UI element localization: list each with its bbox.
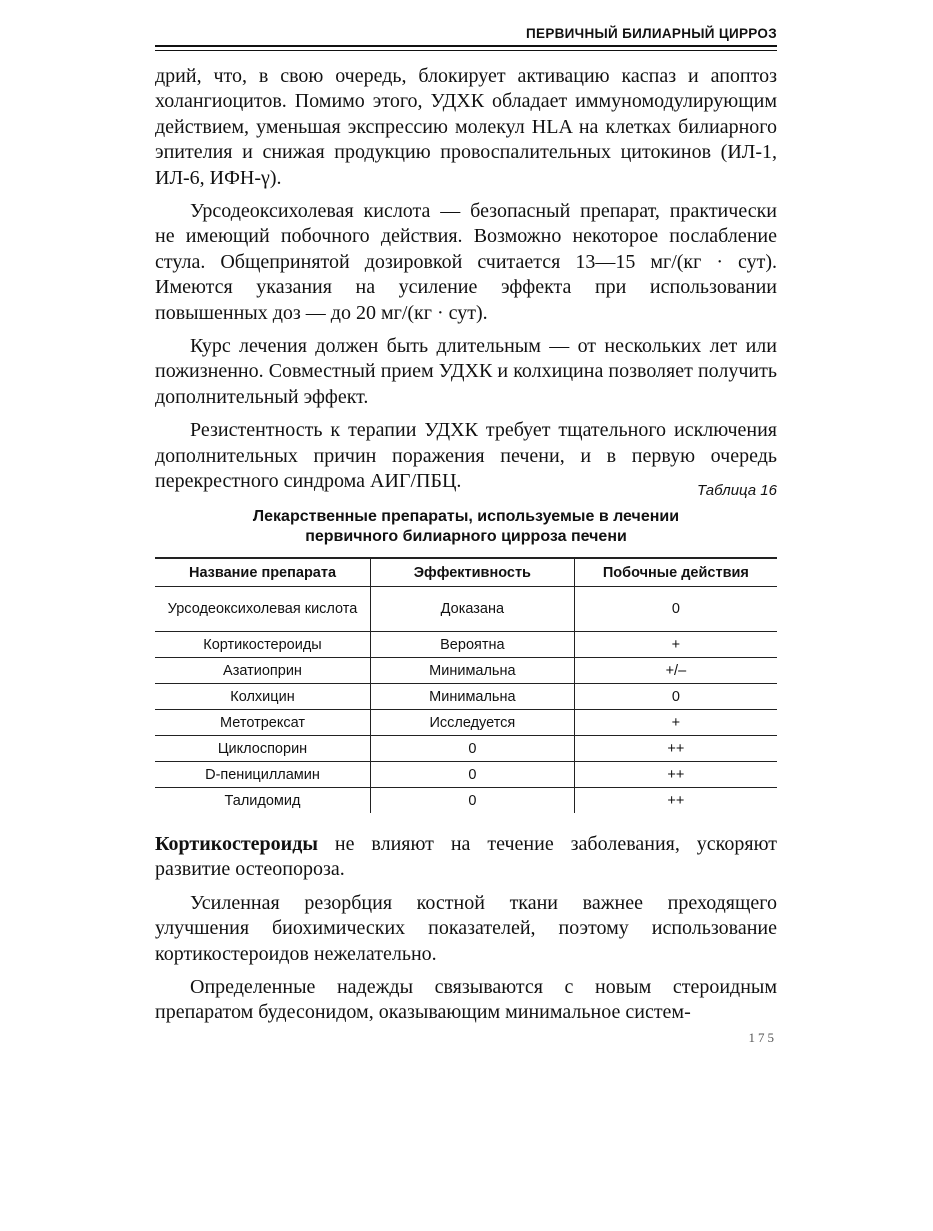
side-effects-cell: 0 — [574, 684, 777, 710]
table-title — [155, 507, 777, 547]
drug-name-cell: Кортикостероиды — [155, 632, 371, 658]
efficacy-cell: Минимальна — [371, 684, 575, 710]
paragraph-corticosteroids — [155, 832, 777, 883]
side-effects-cell: + — [574, 632, 777, 658]
side-effects-cell: ++ — [574, 736, 777, 762]
column-header-drug-name: Название препарата — [155, 558, 371, 587]
body-text-top — [155, 64, 777, 503]
drug-name-cell: Колхицин — [155, 684, 371, 710]
column-header-efficacy: Эффективность — [371, 558, 575, 587]
header-rule-thick — [155, 45, 777, 47]
table-row — [155, 710, 777, 736]
efficacy-cell: Минимальна — [371, 658, 575, 684]
table-row — [155, 736, 777, 762]
column-header-side-effects: Побочные действия — [574, 558, 777, 587]
paragraph-budesonide: Определенные надежды связываются с новым стероидным препаратом будесонидом, оказывающим минимальное систем- — [155, 976, 777, 1024]
page-number: 175 — [748, 1030, 777, 1045]
table-label: Таблица 16 — [696, 482, 777, 499]
table-header-row — [155, 558, 777, 587]
drug-name-cell: Метотрексат — [155, 710, 371, 736]
side-effects-cell: +/– — [574, 658, 777, 684]
efficacy-cell: Исследуется — [371, 710, 575, 736]
side-effects-cell: ++ — [574, 762, 777, 788]
side-effects-cell: + — [574, 710, 777, 736]
table-title-line-1: Лекарственные препараты, используемые в лечении — [252, 508, 680, 525]
drug-name-cell: Азатиоприн — [155, 658, 371, 684]
drug-name-cell: Циклоспорин — [155, 736, 371, 762]
paragraph-course-duration: Курс лечения должен быть длительным — от нескольких лет или пожизненно. Совместный прием УДХК и колхицина позволяет получить дополнительный эффект. — [155, 335, 777, 408]
table-row — [155, 658, 777, 684]
efficacy-cell: Доказана — [371, 587, 575, 632]
efficacy-cell: Вероятна — [371, 632, 575, 658]
table-row — [155, 788, 777, 814]
header-rule-thin — [155, 50, 777, 51]
drug-name-cell: Урсодеоксихолевая кислота — [155, 587, 371, 632]
term-corticosteroids: Кортикостероиды — [155, 833, 318, 855]
efficacy-cell: 0 — [371, 762, 575, 788]
paragraph-bone-resorption: Усиленная резорбция костной ткани важнее преходящего улучшения биохимических показателей, поэтому использование кортикостероидов нежелательно. — [155, 891, 777, 965]
table-row — [155, 762, 777, 788]
paragraph-continued: дрий, что, в свою очередь, блокирует активацию каспаз и апоптоз холангиоцитов. Помимо этого, УДХК обладает иммуномодулирующим действием, уменьшая экспрессию молекул HLA на клетках билиарного эпителия и снижая продукцию провоспалительных цитокинов (ИЛ-1, ИЛ-6, ИФН-γ). — [155, 65, 777, 189]
body-text-bottom — [155, 832, 777, 1034]
table-title-line-2: первичного билиарного цирроза печени — [305, 528, 627, 545]
efficacy-cell: 0 — [371, 788, 575, 814]
table-row — [155, 684, 777, 710]
side-effects-cell: 0 — [574, 587, 777, 632]
paragraph-corticosteroids-rest: не влияют на течение заболевания, ускоряют развитие остеопороза. — [155, 833, 777, 881]
table-row — [155, 632, 777, 658]
table-row — [155, 587, 777, 632]
drug-name-cell: D-пеницилламин — [155, 762, 371, 788]
paragraph-resistance: Резистентность к терапии УДХК требует тщательного исключения дополнительных причин поражения печени, и в первую очередь перекрестного синдрома АИГ/ПБЦ. — [155, 419, 777, 493]
efficacy-cell: 0 — [371, 736, 575, 762]
running-head: ПЕРВИЧНЫЙ БИЛИАРНЫЙ ЦИРРОЗ — [526, 26, 777, 41]
drugs-table — [155, 557, 777, 813]
side-effects-cell: ++ — [667, 792, 685, 809]
drug-name-cell: Талидомид — [155, 788, 371, 814]
paragraph-udca-safety: Урсодеоксихолевая кислота — безопасный препарат, практически не имеющий побочного действия. Возможно некоторое послабление стула. Общепринятой дозировкой считается 13—15 мг/(кг · сут). Имеются указания на усиление эффекта при использовании повышенных доз — до 20 мг/(кг · сут). — [155, 200, 777, 324]
